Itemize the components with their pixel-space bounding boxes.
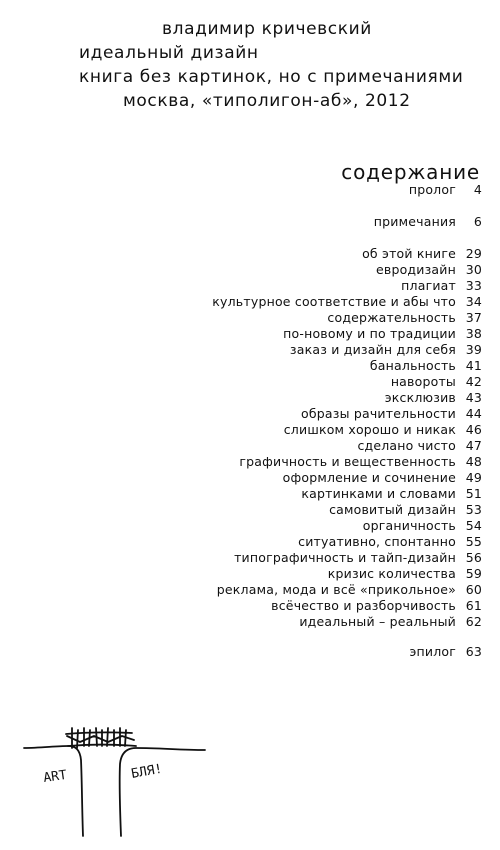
toc-entry-label: содержательность xyxy=(327,310,456,325)
toc-entry-page: 47 xyxy=(465,438,482,453)
toc-entry xyxy=(283,326,482,342)
toc-entry-page: 37 xyxy=(465,310,482,325)
toc-entry-label: всёчество и разборчивость xyxy=(271,598,456,613)
toc-entry-page: 59 xyxy=(465,566,482,581)
toc-entry xyxy=(298,534,482,550)
toc-entry-page: 39 xyxy=(465,342,482,357)
toc-entry-label: сделано чисто xyxy=(357,438,456,453)
toc-entry xyxy=(301,486,482,502)
toc-entry-page: 49 xyxy=(465,470,482,485)
toc-entry-label: реклама, мода и всё «прикольное» xyxy=(216,582,456,597)
toc-entry-label: культурное соответствие и абы что xyxy=(212,294,456,309)
toc-entry-label: картинками и словами xyxy=(301,486,456,501)
toc-entry-label: идеальный – реальный xyxy=(299,614,456,629)
toc-entry-page: 56 xyxy=(465,550,482,565)
toc-entry-label: кризис количества xyxy=(327,566,456,581)
book-title: идеальный дизайн xyxy=(79,43,259,63)
toc-entry-label: графичность и вещественность xyxy=(239,454,456,469)
toc-entry-label: эпилог xyxy=(409,644,456,659)
toc-entry xyxy=(301,406,482,422)
blya-label: БЛЯ! xyxy=(130,761,164,782)
toc-entry xyxy=(239,454,482,470)
toc-entry-page: 34 xyxy=(465,294,482,309)
toc-entry-page: 46 xyxy=(465,422,482,437)
toc-entry xyxy=(284,422,482,438)
toc-entry-page: 63 xyxy=(465,644,482,659)
toc-entry xyxy=(385,390,482,406)
toc-entry-label: ситуативно, спонтанно xyxy=(298,534,456,549)
toc-entry-page: 51 xyxy=(465,486,482,501)
toc-entry-page: 43 xyxy=(465,390,482,405)
toc-entry-label: евродизайн xyxy=(375,262,456,277)
art-label: ART xyxy=(42,767,68,786)
toc-entry-label: оформление и сочинение xyxy=(282,470,456,485)
left-cliff-line xyxy=(24,746,83,836)
toc-entry-label: банальность xyxy=(369,358,456,373)
toc-entry-page: 61 xyxy=(465,598,482,613)
toc-entry xyxy=(409,644,482,660)
toc-entry-page: 42 xyxy=(465,374,482,389)
doodle-illustration xyxy=(20,678,210,838)
toc-entry-label: об этой книге xyxy=(362,246,456,261)
publisher-line: москва, «типолигон-аб», 2012 xyxy=(123,91,411,111)
fence-top-line xyxy=(66,732,132,734)
toc-entry xyxy=(391,374,482,390)
toc-entry xyxy=(212,294,482,310)
toc-entry-page: 30 xyxy=(465,262,482,277)
toc-entry xyxy=(299,614,482,630)
toc-entry-label: органичность xyxy=(362,518,456,533)
toc-entry-label: эксклюзив xyxy=(384,390,456,405)
toc-entry-page: 6 xyxy=(473,214,482,229)
toc-entry-page: 38 xyxy=(465,326,482,341)
toc-entry-label: слишком хорошо и никак xyxy=(283,422,456,437)
toc-entry xyxy=(374,214,482,230)
toc-entry xyxy=(327,310,482,326)
toc-entry-page: 54 xyxy=(465,518,482,533)
toc-entry-label: образы рачительности xyxy=(301,406,456,421)
toc-entry-label: пролог xyxy=(408,182,456,197)
toc-entry xyxy=(271,598,482,614)
toc-entry-page: 48 xyxy=(465,454,482,469)
toc-entry xyxy=(370,358,482,374)
toc-entry-page: 53 xyxy=(465,502,482,517)
toc-entry xyxy=(362,246,482,262)
toc-entry-page: 29 xyxy=(465,246,482,261)
toc-entry-page: 62 xyxy=(465,614,482,629)
toc-entry-page: 4 xyxy=(473,182,482,197)
toc-entry xyxy=(328,566,482,582)
toc-entry xyxy=(409,182,482,198)
toc-entry-page: 60 xyxy=(465,582,482,597)
author-line: владимир кричевский xyxy=(162,19,372,39)
toc-entry-page: 55 xyxy=(465,534,482,549)
toc-entry-label: типографичность и тайп-дизайн xyxy=(234,550,456,565)
toc-entry-page: 41 xyxy=(465,358,482,373)
toc-entry xyxy=(217,582,482,598)
toc-entry-label: навороты xyxy=(390,374,456,389)
toc-entry-page: 33 xyxy=(465,278,482,293)
toc-entry xyxy=(376,262,482,278)
toc-entry-label: плагиат xyxy=(401,278,456,293)
right-cliff-line xyxy=(120,748,205,836)
toc-title: содержание xyxy=(341,160,480,184)
toc-entry xyxy=(401,278,482,294)
book-subtitle: книга без картинок, но с примечаниями xyxy=(79,67,464,87)
toc-entry xyxy=(363,518,482,534)
toc-entry xyxy=(357,438,482,454)
toc-entry xyxy=(290,342,482,358)
toc-entry xyxy=(329,502,482,518)
toc-entry xyxy=(283,470,482,486)
toc-entry-label: примечания xyxy=(373,214,456,229)
toc-entry-label: самовитый дизайн xyxy=(329,502,456,517)
toc-entry-page: 44 xyxy=(465,406,482,421)
toc-entry-label: заказ и дизайн для себя xyxy=(289,342,456,357)
toc-entry xyxy=(234,550,482,566)
toc-entry-label: по-новому и по традиции xyxy=(283,326,456,341)
